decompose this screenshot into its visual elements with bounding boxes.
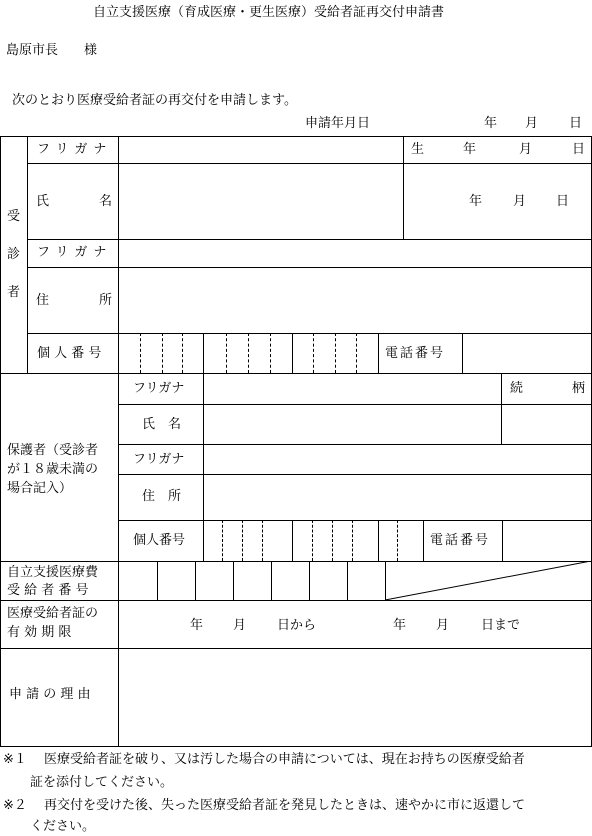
note-2-line-2: ください。 (30, 819, 96, 834)
patient-birth-year: 年 (463, 142, 477, 157)
patient-phone-label: 電話番号 (385, 346, 446, 361)
recipient-number-label-1: 自立支援医療費 (7, 565, 99, 580)
guardian-phone-field[interactable] (503, 521, 591, 561)
application-year-label: 年 (484, 116, 498, 131)
patient-label-char-3: 者 (7, 285, 21, 300)
patient-furigana2-field[interactable] (119, 240, 591, 267)
patient-name-field[interactable] (119, 164, 403, 239)
patient-birth-label: 生 (411, 142, 425, 157)
reason-field[interactable] (119, 649, 591, 746)
validity-to-year: 年 (393, 618, 407, 633)
patient-address-field[interactable] (119, 268, 591, 333)
validity-to-day: 日まで (481, 618, 521, 633)
patient-name-label-1: 氏 (36, 194, 50, 209)
guardian-label-line-3: 場合記入） (7, 481, 73, 496)
guardian-label-line-1: 保護者（受診者 (7, 443, 99, 458)
application-month-label: 月 (525, 116, 539, 131)
patient-furigana-label: フリガナ (37, 142, 113, 157)
guardian-mynumber-field[interactable] (204, 521, 423, 561)
patient-label-char-1: 受 (7, 209, 21, 224)
guardian-address-label: 住 所 (142, 489, 182, 504)
validity-label-2: 有 効 期 限 (7, 625, 72, 640)
guardian-furigana2-field[interactable] (204, 445, 591, 474)
patient-birth-month: 月 (519, 142, 533, 157)
intro-text: 次のとおり医療受給者証の再交付を申請します。 (12, 93, 297, 108)
guardian-name-field[interactable] (204, 405, 501, 444)
form-title: 自立支援医療（育成医療・更生医療）受給者証再交付申請書 (93, 5, 445, 20)
guardian-phone-label: 電話番号 (430, 533, 491, 548)
reason-label: 申 請 の 理 由 (9, 687, 91, 702)
patient-label-char-2: 診 (7, 247, 21, 262)
guardian-mynumber-label: 個人番号 (133, 533, 186, 548)
note-2-line-1: 再交付を受けた後、失った医療受給者証を発見したときは、速やかに市に返還して (44, 798, 526, 813)
application-day-label: 日 (569, 116, 583, 131)
patient-furigana-field[interactable] (119, 137, 403, 163)
patient-address-label-1: 住 (36, 293, 50, 308)
addressee: 島原市長 様 (6, 43, 98, 58)
recipient-number-field[interactable] (119, 562, 385, 600)
note-1-line-2: 証を添付してください。 (30, 775, 174, 790)
note-2-mark: ※２ (3, 798, 27, 813)
patient-birth-day: 日 (572, 142, 586, 157)
patient-dob-year: 年 (469, 194, 483, 209)
guardian-furigana-label: フリガナ (133, 381, 185, 396)
patient-furigana2-label: フリガナ (37, 245, 113, 260)
note-1-mark: ※１ (3, 752, 27, 767)
application-date-label: 申請年月日 (305, 116, 371, 131)
note-1-line-1: 医療受給者証を破り、又は汚した場合の申請については、現在お持ちの医療受給者 (44, 752, 525, 767)
patient-dob-day: 日 (556, 194, 570, 209)
guardian-relation-label-1: 続 (510, 381, 524, 396)
patient-mynumber-label: 個 人 番 号 (37, 346, 102, 361)
guardian-label-line-2: が１８歳未満の (7, 462, 99, 477)
validity-label-1: 医療受給者証の (7, 606, 99, 621)
guardian-furigana2-label: フリガナ (133, 452, 185, 467)
validity-to-month: 月 (436, 618, 450, 633)
patient-address-label-2: 所 (99, 293, 113, 308)
recipient-number-label-2: 受 給 者 番 号 (7, 583, 89, 598)
patient-phone-field[interactable] (463, 334, 591, 373)
validity-from-month: 月 (233, 618, 247, 633)
guardian-name-label: 氏 名 (142, 417, 182, 432)
patient-mynumber-field[interactable] (119, 334, 378, 373)
patient-name-label-2: 名 (99, 194, 113, 209)
guardian-relation-label-2: 柄 (572, 381, 586, 396)
validity-from-day: 日から (277, 618, 317, 633)
guardian-furigana-field[interactable] (204, 374, 501, 404)
guardian-relation-field[interactable] (502, 405, 591, 444)
guardian-address-field[interactable] (204, 475, 591, 520)
patient-dob-month: 月 (513, 194, 527, 209)
diagonal-line (385, 561, 592, 601)
validity-from-year: 年 (190, 618, 204, 633)
